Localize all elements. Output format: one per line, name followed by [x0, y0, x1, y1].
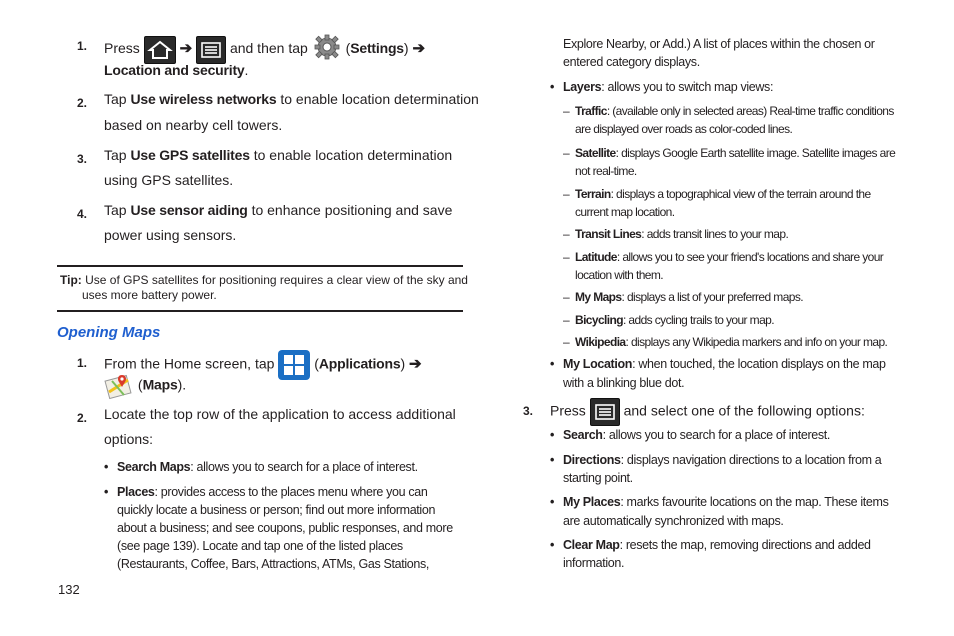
- dash-glyph: –: [563, 146, 570, 160]
- period: .: [244, 62, 249, 78]
- maps-icon: [104, 372, 134, 400]
- location-security-label: Location and security: [104, 62, 245, 78]
- layers-item: [563, 78, 773, 96]
- search-maps-item: [117, 458, 418, 476]
- clear-map-item: [563, 536, 871, 554]
- tip-line-2: uses more battery power.: [82, 288, 217, 302]
- transit-lines-item: [575, 225, 788, 243]
- and-then-tap-text: and then tap: [229, 40, 308, 57]
- item-text: : (available only in selected areas) Real-time traffic conditions: [606, 104, 894, 118]
- gps-satellites-label: Use GPS satellites: [130, 147, 250, 163]
- bullet-glyph: •: [550, 80, 555, 94]
- step-number: 2.: [77, 96, 88, 110]
- satellite-item: [575, 144, 895, 162]
- item-text: : allows you to search for a place of interest.: [190, 460, 418, 474]
- menu-key-icon: [590, 398, 620, 426]
- tip-top-rule: [57, 265, 463, 267]
- arrow-glyph: ➔: [179, 40, 193, 58]
- step-2-line-1: [104, 90, 479, 109]
- transit-lines-label: Transit Lines: [575, 227, 642, 241]
- step-number: 1.: [77, 356, 88, 370]
- step-text: to enable location determination: [280, 91, 479, 107]
- page-number: 132: [58, 582, 80, 597]
- tap-text: Tap: [104, 147, 127, 163]
- traffic-item: [575, 102, 894, 120]
- arrow-glyph: ➔: [409, 355, 422, 373]
- item-text: : provides access to the places menu where you can: [154, 485, 428, 499]
- item-text: : allows you to switch map views:: [601, 80, 774, 94]
- maps-label: Maps: [142, 376, 178, 393]
- dash-glyph: –: [563, 335, 570, 349]
- step-3-line-1: [104, 146, 452, 165]
- item-text: : resets the map, removing directions and added: [619, 538, 871, 552]
- clear-map-line-2: information.: [563, 556, 625, 570]
- directions-line-2: starting point.: [563, 471, 633, 485]
- wireless-networks-label: Use wireless networks: [130, 91, 277, 107]
- my-location-line-2: with a blinking blue dot.: [563, 376, 685, 390]
- traffic-label: Traffic: [575, 104, 607, 118]
- applications-label: Applications: [318, 355, 401, 372]
- traffic-line-2: are displayed over roads as color-coded lines.: [575, 122, 793, 136]
- places-label: Places: [117, 485, 155, 499]
- my-places-item: [563, 493, 888, 511]
- item-text: : when touched, the location displays on the map: [632, 357, 886, 371]
- search-label: Search: [563, 428, 603, 442]
- terrain-item: [575, 185, 871, 203]
- directions-label: Directions: [563, 453, 621, 467]
- paren: (: [137, 376, 143, 393]
- search-maps-label: Search Maps: [117, 460, 191, 474]
- step-number: 4.: [77, 207, 88, 221]
- step-text: From the Home screen, tap: [104, 355, 275, 372]
- open-maps-step-2-line-2: options:: [104, 431, 154, 447]
- settings-paren: (: [345, 40, 351, 57]
- item-text: : displays navigation directions to a location from a: [620, 453, 882, 467]
- step-number: 1.: [77, 39, 88, 53]
- step-text: to enable location determination: [253, 147, 453, 163]
- step-text: to enhance positioning and save: [251, 202, 453, 218]
- sensor-aiding-label: Use sensor aiding: [130, 202, 248, 218]
- places-line-4: (see page 139). Locate and tap one of the listed places: [117, 539, 403, 553]
- bullet-glyph: •: [104, 485, 109, 499]
- step-1-line-2: [104, 61, 248, 80]
- latitude-line-2: location with them.: [575, 268, 663, 282]
- paren: ).: [177, 376, 187, 393]
- bicycling-item: [575, 311, 774, 329]
- step-number: 3.: [523, 404, 534, 418]
- places-item: [117, 483, 427, 501]
- latitude-item: [575, 248, 883, 266]
- tip-line-1: [60, 273, 468, 288]
- directions-item: [563, 451, 881, 469]
- step-4-line-2: power using sensors.: [104, 227, 237, 243]
- dash-glyph: –: [563, 313, 570, 327]
- paren: ): [400, 355, 406, 372]
- bullet-glyph: •: [550, 428, 555, 442]
- settings-paren: ): [403, 40, 409, 57]
- satellite-label: Satellite: [575, 146, 616, 160]
- paren: (: [314, 355, 319, 372]
- step-number: 3.: [77, 152, 88, 166]
- press-text: Press: [104, 40, 140, 57]
- step-2-line-2: based on nearby cell towers.: [104, 117, 283, 133]
- wikipedia-item: [575, 333, 887, 351]
- arrow-glyph: ➔: [412, 40, 426, 58]
- bullet-glyph: •: [550, 453, 555, 467]
- item-text: : allows you to search for a place of interest.: [602, 428, 831, 442]
- item-text: : adds cycling trails to your map.: [622, 313, 774, 327]
- tip-bottom-rule: [57, 310, 463, 312]
- dash-glyph: –: [563, 227, 570, 241]
- my-maps-label: My Maps: [575, 290, 622, 304]
- tip-label: Tip:: [60, 273, 82, 287]
- item-text: : allows you to see your friend's locations and share your: [616, 250, 884, 264]
- places-line-5: (Restaurants, Coffee, Bars, Attractions, ATMs, Gas Stations,: [117, 557, 430, 571]
- tip-text: Use of GPS satellites for positioning requires a clear view of the sky and: [85, 273, 468, 287]
- settings-gear-icon: [312, 33, 342, 66]
- my-places-line-2: are automatically synchronized with maps.: [563, 514, 784, 528]
- item-text: : displays any Wikipedia markers and info on your map.: [625, 335, 888, 349]
- home-key-icon: [144, 36, 176, 64]
- dash-glyph: –: [563, 187, 570, 201]
- dash-glyph: –: [563, 104, 570, 118]
- bullet-glyph: •: [550, 357, 555, 371]
- satellite-line-2: not real-time.: [575, 164, 637, 178]
- item-text: : marks favourite locations on the map. These items: [620, 495, 889, 509]
- search-item: [563, 426, 830, 444]
- settings-label: Settings: [350, 40, 404, 57]
- layers-label: Layers: [563, 80, 602, 94]
- open-maps-step-2-line-1: Locate the top row of the application to access additional: [104, 406, 456, 422]
- continued-line-1: Explore Nearby, or Add.) A list of places within the chosen or: [563, 37, 875, 51]
- my-location-label: My Location: [563, 357, 633, 371]
- my-places-label: My Places: [563, 495, 621, 509]
- places-line-2: quickly locate a business or person; find out more information: [117, 503, 436, 517]
- dash-glyph: –: [563, 290, 570, 304]
- item-text: : adds transit lines to your map.: [641, 227, 789, 241]
- wikipedia-label: Wikipedia: [575, 335, 626, 349]
- tap-text: Tap: [104, 202, 127, 218]
- continued-line-2: entered category displays.: [563, 55, 700, 69]
- open-maps-step-1-line-2: [104, 372, 186, 400]
- latitude-label: Latitude: [575, 250, 617, 264]
- tap-text: Tap: [104, 91, 127, 107]
- bullet-glyph: •: [104, 460, 109, 474]
- section-heading: Opening Maps: [57, 324, 161, 341]
- clear-map-label: Clear Map: [563, 538, 620, 552]
- applications-icon: [278, 350, 310, 380]
- my-location-item: [563, 355, 886, 373]
- item-text: : displays Google Earth satellite image. Satellite images are: [615, 146, 896, 160]
- menu-key-icon: [196, 36, 226, 64]
- item-text: : displays a list of your preferred maps.: [621, 290, 803, 304]
- step-4-line-1: [104, 201, 452, 220]
- step-3-line-2: using GPS satellites.: [104, 172, 234, 188]
- my-maps-item: [575, 288, 803, 306]
- places-line-3: about a business; and see coupons, public responses, and more: [117, 521, 453, 535]
- dash-glyph: –: [563, 250, 570, 264]
- step-number: 2.: [77, 411, 88, 425]
- bullet-glyph: •: [550, 495, 555, 509]
- press-text: Press: [550, 402, 586, 419]
- step-text: and select one of the following options:: [623, 402, 865, 419]
- bicycling-label: Bicycling: [575, 313, 623, 327]
- right-step-3-line: [550, 398, 865, 426]
- item-text: : displays a topographical view of the terrain around the: [610, 187, 871, 201]
- terrain-label: Terrain: [575, 187, 611, 201]
- terrain-line-2: current map location.: [575, 205, 675, 219]
- bullet-glyph: •: [550, 538, 555, 552]
